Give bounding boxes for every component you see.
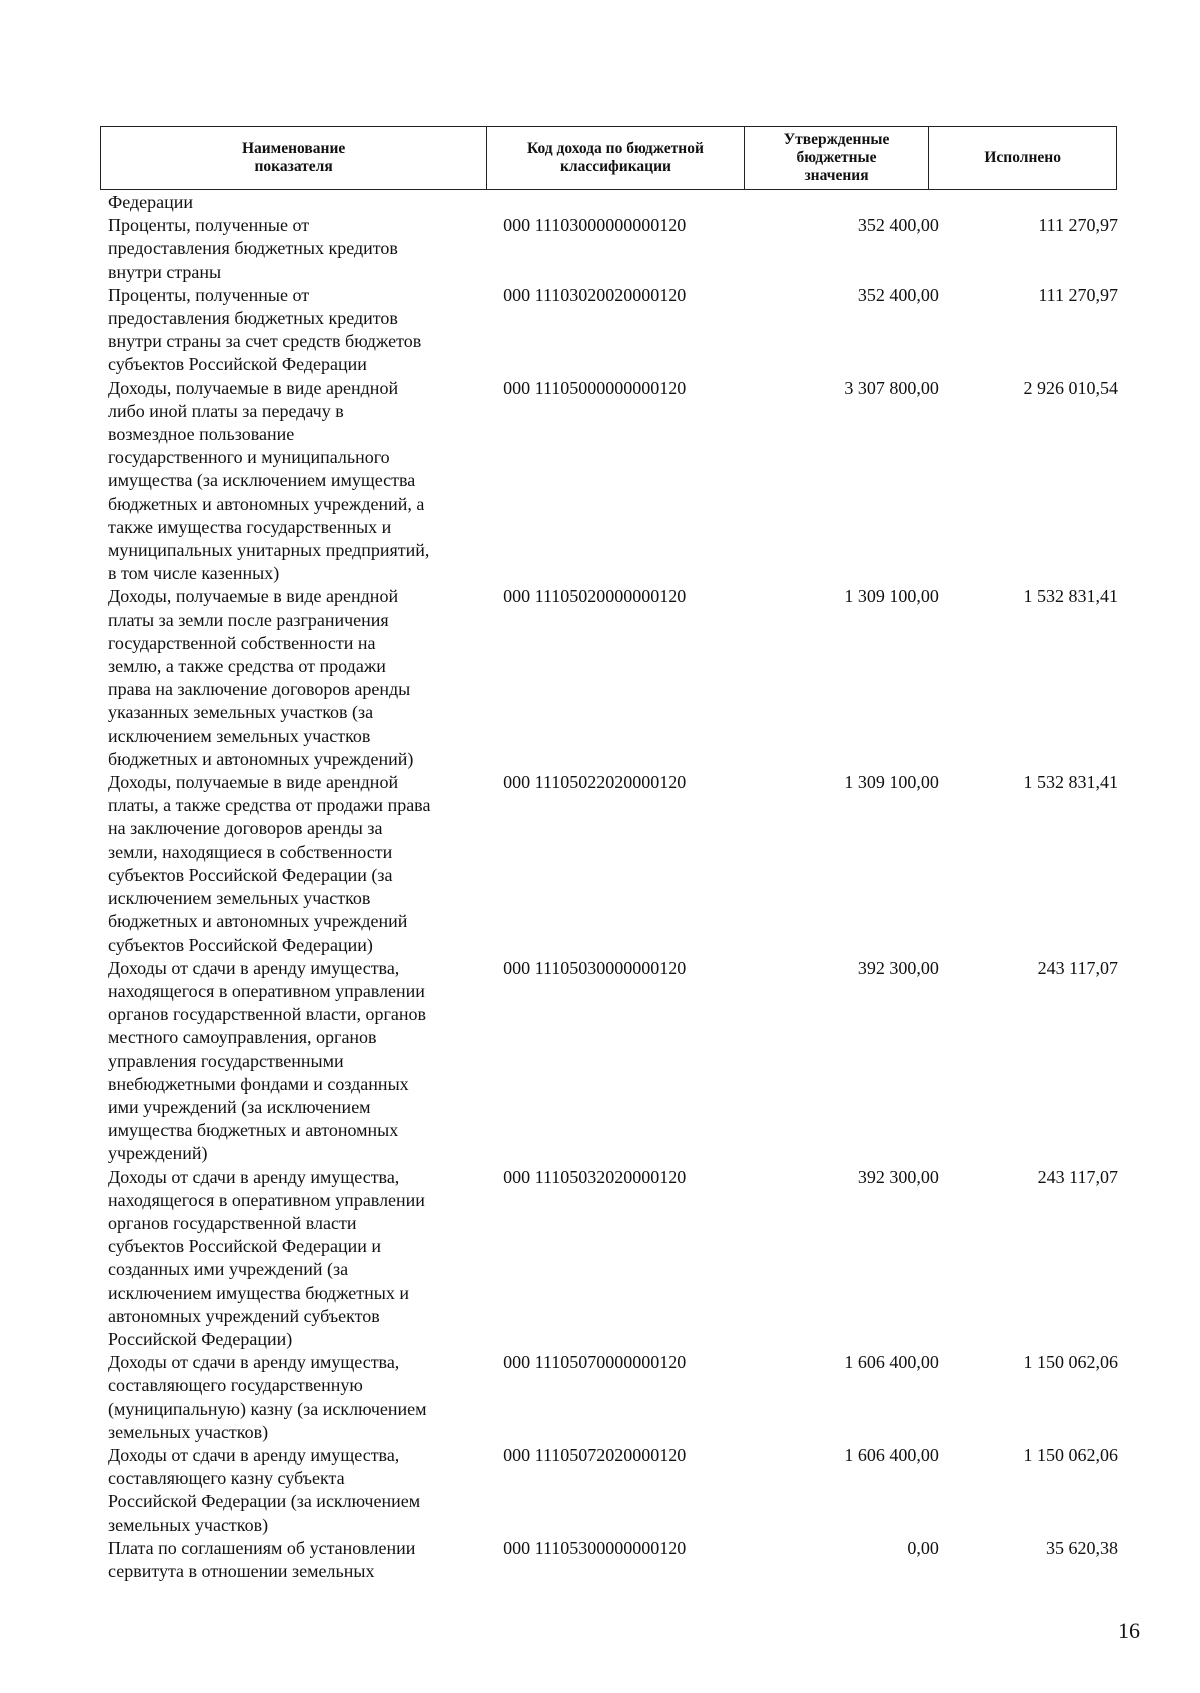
row-plan: 1 606 400,00	[844, 1352, 939, 1373]
header-code: Код дохода по бюджетной классификации	[487, 127, 745, 189]
row-name: Доходы от сдачи в аренду имущества, составляющего казну субъекта Российской Федерации (за исключением земельных участков)	[108, 1444, 421, 1535]
row-done: 111 270,97	[1038, 215, 1118, 236]
row-name: Плата по соглашениям об установлении сервитута в отношении земельных	[108, 1537, 416, 1581]
row-done: 1 150 062,06	[1023, 1352, 1118, 1373]
row-plan: 392 300,00	[857, 957, 939, 978]
row-plan: 1 606 400,00	[844, 1444, 939, 1465]
row-code: 000 11105300000000120	[503, 1537, 687, 1558]
row-name: Доходы, получаемые в виде арендной платы, а также средства от продажи права на заключение договоров аренды за земли, находящиеся в собственности субъектов Российской Федерации (за исключением земельных участков бюджетных и автономных учреждений субъектов Российской Федерации)	[108, 772, 431, 955]
table-row	[108, 771, 1118, 957]
header-name: Наименование показателя	[101, 127, 487, 189]
row-done: 243 117,07	[1037, 1166, 1118, 1187]
row-plan: 3 307 800,00	[844, 377, 939, 398]
header-done: Исполнено	[984, 149, 1061, 166]
row-done: 35 620,38	[1045, 1537, 1118, 1558]
row-name: Федерации	[108, 192, 194, 212]
table-row	[108, 585, 1118, 771]
table-row	[108, 1444, 1118, 1537]
row-code: 000 11103020020000120	[503, 284, 687, 305]
row-name: Доходы от сдачи в аренду имущества, находящегося в оперативном управлении органов государственной власти субъектов Российской Федерации и созданных ими учреждений (за исключением имущества бюджетных и автономных учреждений субъектов Российской Федерации)	[108, 1166, 425, 1349]
table-row	[108, 214, 1118, 284]
row-plan: 352 400,00	[857, 215, 939, 236]
row-name: Доходы, получаемые в виде арендной либо иной платы за передачу в возмездное пользование государственного и муниципального имущества (за исключением имущества бюджетных и автономных учреждений, а также имущества государственных и муниципальных унитарных предприятий, в том числе казенных)	[108, 377, 430, 584]
table-row	[108, 1166, 1118, 1352]
row-plan: 1 309 100,00	[844, 772, 939, 793]
header-plan: Утвержденные бюджетные значения	[745, 127, 930, 189]
table-row	[108, 1537, 1118, 1583]
row-code: 000 11105072020000120	[503, 1444, 687, 1465]
row-plan: 0,00	[907, 1537, 939, 1558]
table-row	[108, 191, 1118, 214]
row-name: Проценты, полученные от предоставления бюджетных кредитов внутри страны за счет средств бюджетов субъектов Российской Федерации	[108, 284, 422, 375]
table-body	[108, 191, 1118, 1583]
row-code: 000 11105000000000120	[503, 377, 687, 398]
row-plan: 1 309 100,00	[844, 586, 939, 607]
table-header	[100, 126, 1117, 190]
row-name: Доходы от сдачи в аренду имущества, составляющего государственную (муниципальную) казну (за исключением земельных участков)	[108, 1352, 427, 1442]
row-done: 1 532 831,41	[1023, 772, 1118, 793]
row-code: 000 11105022020000120	[503, 772, 687, 793]
table-row	[108, 957, 1118, 1166]
row-plan: 352 400,00	[857, 284, 939, 305]
row-code: 000 11105020000000120	[503, 586, 687, 607]
row-name: Доходы от сдачи в аренду имущества, находящегося в оперативном управлении органов государственной власти, органов местного самоуправления, органов управления государственными внебюджетными фондами и созданных ими учреждений (за исключением имущества бюджетных и автономных учреждений)	[108, 957, 427, 1164]
row-code: 000 11105030000000120	[503, 957, 687, 978]
row-done: 111 270,97	[1038, 284, 1118, 305]
row-done: 1 532 831,41	[1023, 586, 1118, 607]
row-plan: 392 300,00	[857, 1166, 939, 1187]
row-done: 243 117,07	[1037, 957, 1118, 978]
table-row	[108, 377, 1118, 586]
row-name: Доходы, получаемые в виде арендной платы за земли после разграничения государственной собственности на землю, а также средства от продажи права на заключение договоров аренды указанных земельных участков (за исключением земельных участков бюджетных и автономных учреждений)	[108, 586, 414, 769]
table-row	[108, 284, 1118, 377]
table-row	[108, 1351, 1118, 1444]
row-code: 000 11103000000000120	[503, 215, 687, 236]
row-done: 1 150 062,06	[1023, 1444, 1118, 1465]
page-number: 16	[1118, 1618, 1140, 1643]
row-done: 2 926 010,54	[1023, 377, 1118, 398]
row-code: 000 11105032020000120	[503, 1166, 687, 1187]
row-code: 000 11105070000000120	[503, 1352, 687, 1373]
row-name: Проценты, полученные от предоставления бюджетных кредитов внутри страны	[108, 215, 398, 282]
